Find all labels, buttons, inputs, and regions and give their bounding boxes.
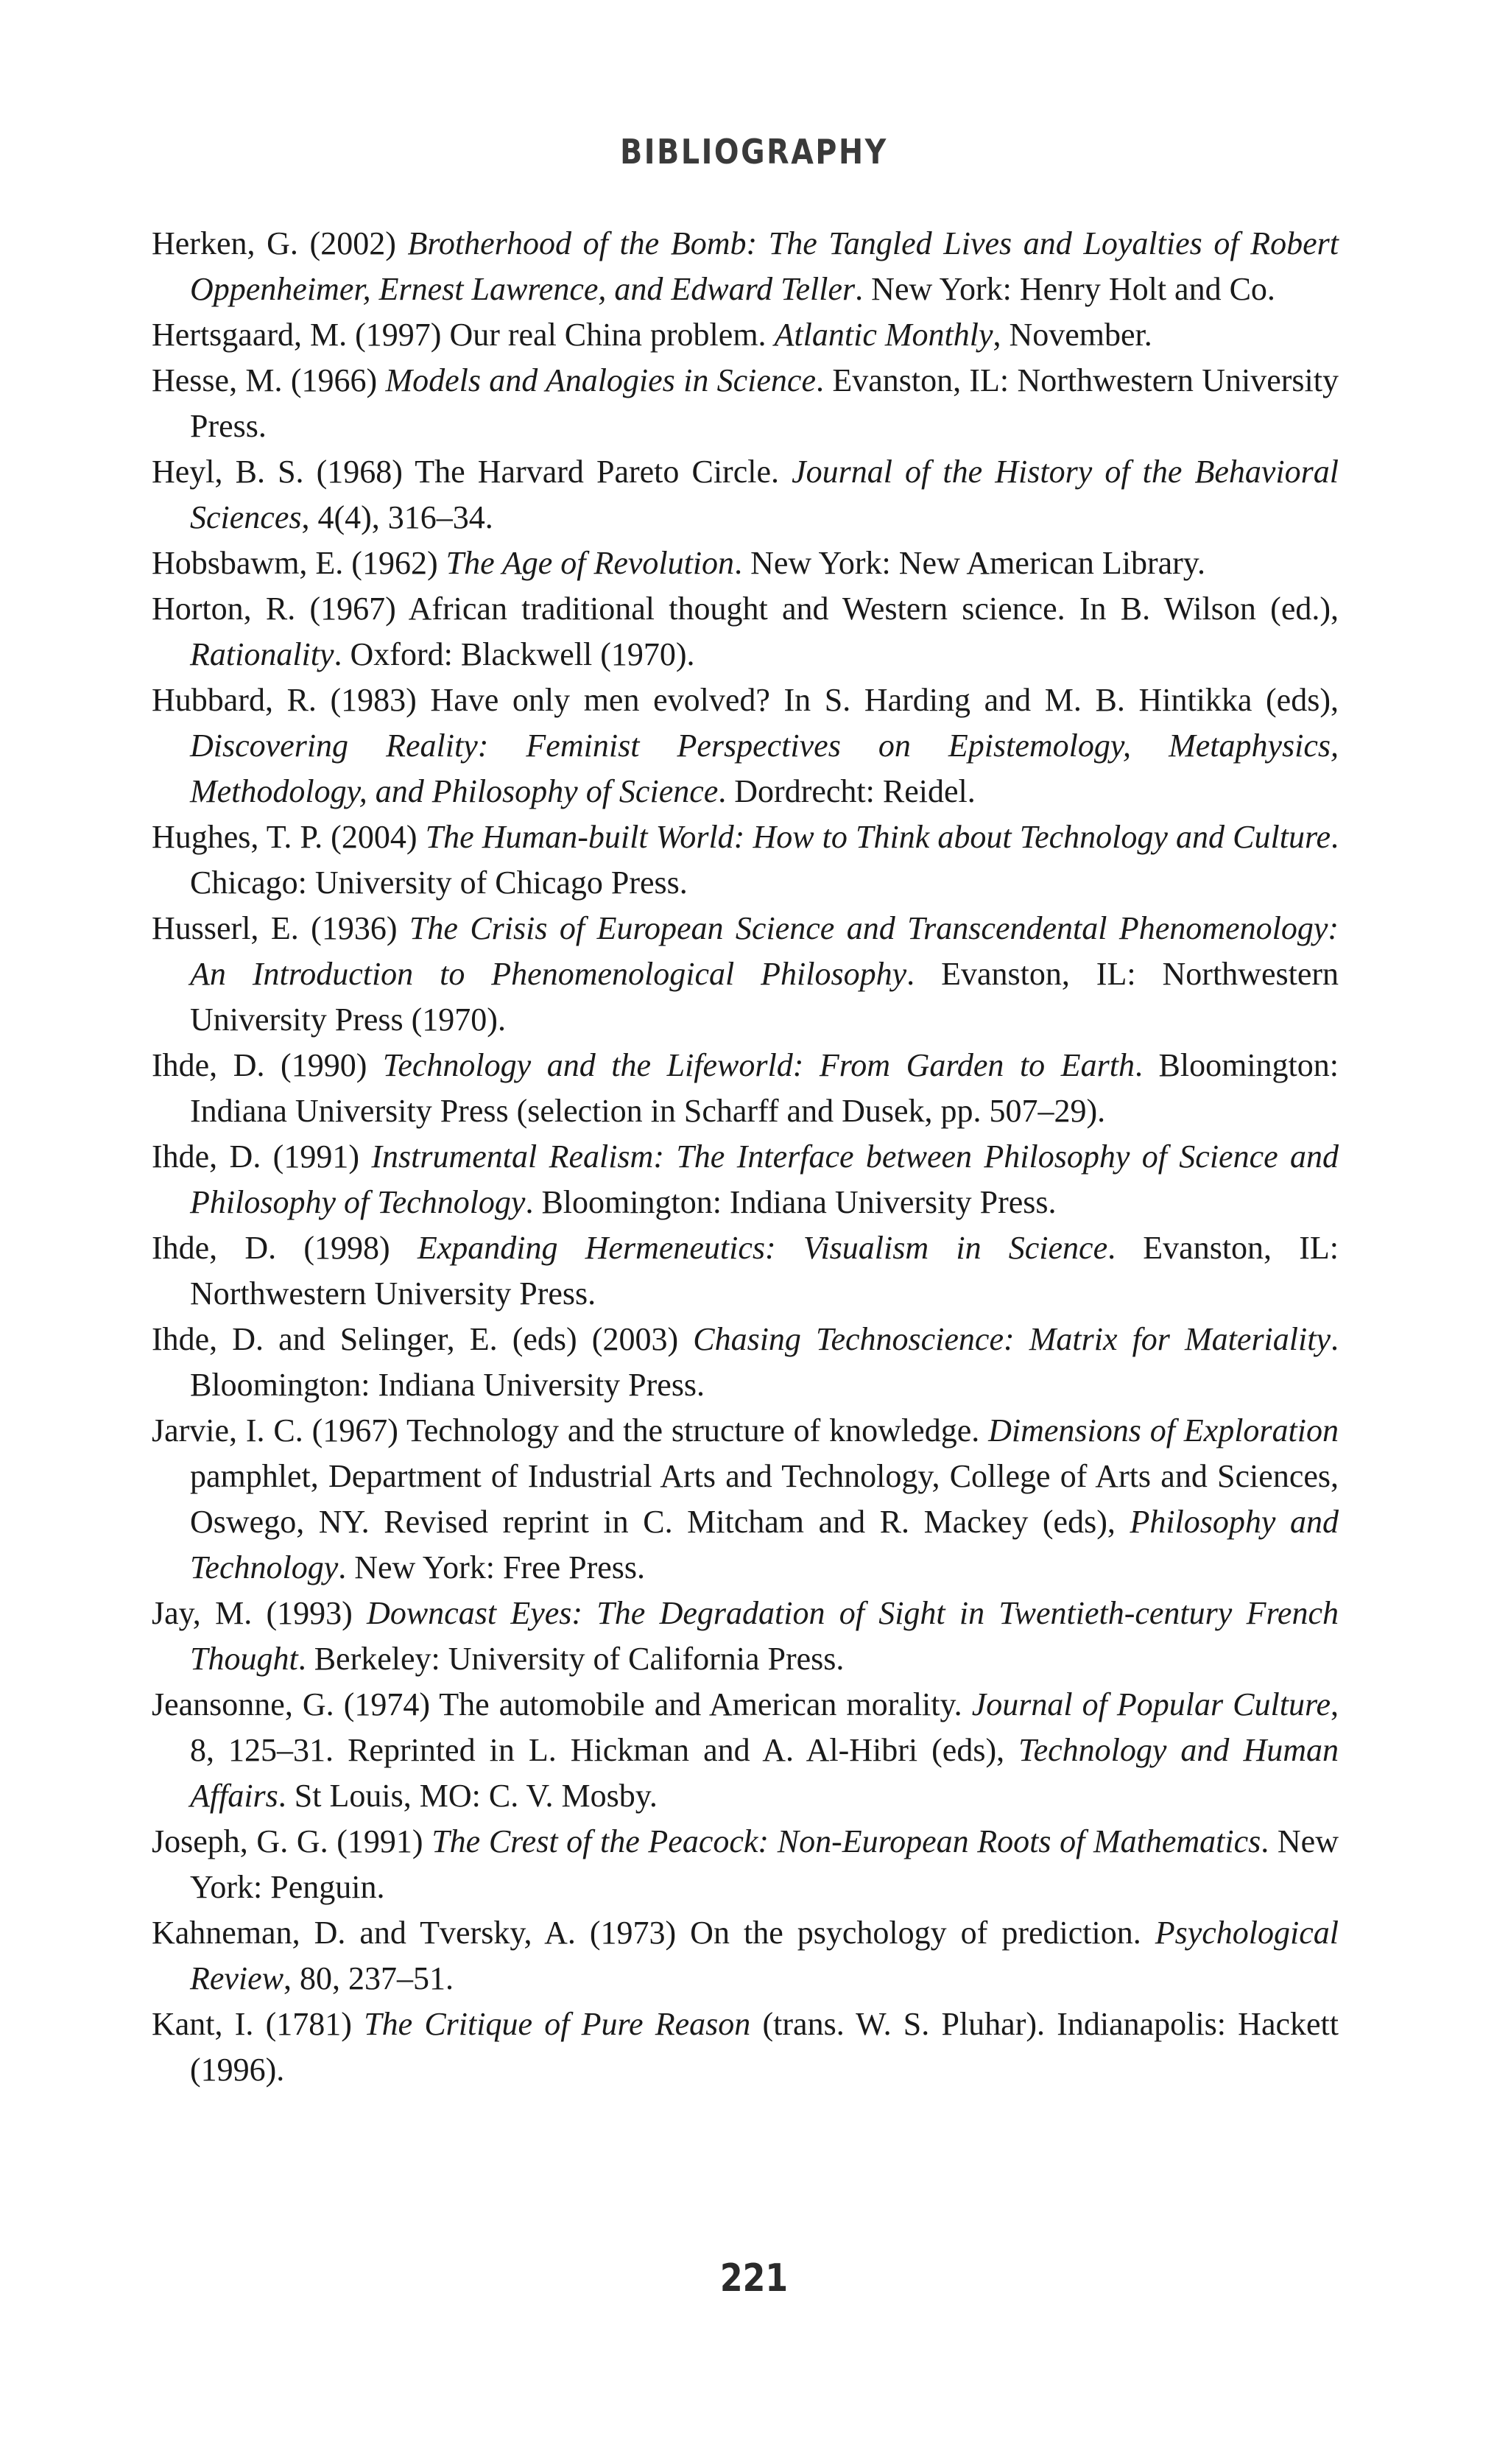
- entry-title: Dimensions of Exploration: [988, 1412, 1339, 1449]
- entry-text: . New York: New American Library.: [734, 545, 1205, 581]
- entry-title: Discovering Reality: Feminist Perspectives on Epistemology, Metaphysics, Methodology, and Philosophy of Science: [190, 728, 1339, 809]
- entry-text: . New York: Free Press.: [338, 1549, 646, 1585]
- entry-text: Horton, R. (1967) African traditional thought and Western science. In B. Wilson (ed.),: [152, 591, 1339, 627]
- bibliography-entry: [152, 1317, 1339, 1408]
- entry-text: . Dordrecht: Reidel.: [718, 773, 976, 809]
- entry-text: Ihde, D. and Selinger, E. (eds) (2003): [152, 1321, 694, 1357]
- bibliography-entry: [152, 312, 1339, 358]
- bibliography-entry: [152, 1819, 1339, 1910]
- bibliography-entry: [152, 1408, 1339, 1591]
- entry-title: Rationality: [190, 636, 334, 672]
- bibliography-entry: [152, 541, 1339, 586]
- bibliography-entry: [152, 1910, 1339, 2002]
- entry-text: Ihde, D. (1998): [152, 1230, 417, 1266]
- entry-title: Models and Analogies in Science: [385, 362, 816, 398]
- entry-text: Kant, I. (1781): [152, 2006, 364, 2042]
- entry-title: Psychological Review: [190, 1915, 1339, 1996]
- entry-title: The Crisis of European Science and Transcendental Phenomenology: An Introduction to Phenomenological Philosophy: [190, 910, 1339, 992]
- bibliography-entry: [152, 1591, 1339, 1682]
- entry-text: . Bloomington: Indiana University Press (selection in Scharff and Dusek, pp. 507–29).: [190, 1047, 1339, 1129]
- bibliography-entry: [152, 586, 1339, 677]
- entry-title: Downcast Eyes: The Degradation of Sight in Twentieth-century French Thought: [190, 1595, 1339, 1677]
- entry-text: . New York: Henry Holt and Co.: [855, 271, 1275, 307]
- bibliography-entry: [152, 814, 1339, 906]
- entry-text: Hobsbawm, E. (1962): [152, 545, 446, 581]
- entry-text: . Evanston, IL: Northwestern University Press (1970).: [190, 956, 1339, 1038]
- entry-text: Jarvie, I. C. (1967) Technology and the structure of knowledge.: [152, 1412, 989, 1449]
- entry-text: Jay, M. (1993): [152, 1595, 367, 1631]
- entry-title: The Human-built World: How to Think about Technology and Culture: [425, 819, 1331, 855]
- bibliography-entry: [152, 1682, 1339, 1819]
- entry-title: Philosophy and Technology: [190, 1504, 1339, 1585]
- entry-text: pamphlet, Department of Industrial Arts and Technology, College of Arts and Sciences, Oswego, NY. Revised reprint in C. Mitcham and R. Mackey (eds),: [190, 1458, 1339, 1540]
- entry-text: . Bloomington: Indiana University Press.: [190, 1321, 1339, 1403]
- entry-title: Journal of the History of the Behavioral Sciences: [190, 454, 1339, 535]
- bibliography-entry: [152, 1225, 1339, 1317]
- entry-title: The Critique of Pure Reason: [364, 2006, 751, 2042]
- entry-text: . Chicago: University of Chicago Press.: [190, 819, 1339, 901]
- bibliography-list: [152, 221, 1339, 2093]
- entry-text: , 4(4), 316–34.: [301, 499, 493, 535]
- entry-text: , 80, 237–51.: [283, 1960, 454, 1996]
- bibliography-entry: [152, 1043, 1339, 1134]
- page-number: 221: [719, 2256, 789, 2301]
- entry-text: . Evanston, IL: Northwestern University Press.: [190, 362, 1339, 444]
- entry-text: Hertsgaard, M. (1997) Our real China problem.: [152, 317, 775, 353]
- entry-text: Ihde, D. (1991): [152, 1138, 372, 1175]
- entry-text: Herken, G. (2002): [152, 225, 408, 261]
- bibliography-entry: [152, 906, 1339, 1043]
- entry-text: Ihde, D. (1990): [152, 1047, 383, 1083]
- entry-text: . St Louis, MO: C. V. Mosby.: [278, 1778, 658, 1814]
- bibliography-entry: [152, 358, 1339, 449]
- entry-text: Joseph, G. G. (1991): [152, 1823, 432, 1859]
- entry-title: Expanding Hermeneutics: Visualism in Science: [417, 1230, 1108, 1266]
- entry-title: Instrumental Realism: The Interface between Philosophy of Science and Philosophy of Technology: [190, 1138, 1339, 1220]
- entry-text: . Berkeley: University of California Press.: [297, 1641, 845, 1677]
- entry-title: Brotherhood of the Bomb: The Tangled Lives and Loyalties of Robert Oppenheimer, Ernest Lawrence, and Edward Teller: [190, 225, 1339, 307]
- entry-text: Husserl, E. (1936): [152, 910, 409, 946]
- entry-text: Heyl, B. S. (1968) The Harvard Pareto Circle.: [152, 454, 792, 490]
- entry-title: The Age of Revolution: [445, 545, 735, 581]
- entry-text: . Oxford: Blackwell (1970).: [334, 636, 695, 672]
- entry-title: Technology and the Lifeworld: From Garden to Earth: [382, 1047, 1135, 1083]
- entry-text: . Evanston, IL: Northwestern University Press.: [190, 1230, 1339, 1312]
- entry-text: . Bloomington: Indiana University Press.: [525, 1184, 1057, 1220]
- entry-text: Kahneman, D. and Tversky, A. (1973) On the psychology of prediction.: [152, 1915, 1155, 1951]
- entry-title: Journal of Popular Culture: [971, 1686, 1331, 1722]
- bibliography-entry: [152, 221, 1339, 312]
- entry-text: (trans. W. S. Pluhar). Indianapolis: Hackett (1996).: [190, 2006, 1339, 2088]
- entry-text: Hughes, T. P. (2004): [152, 819, 426, 855]
- bibliography-entry: [152, 677, 1339, 814]
- entry-text: Hubbard, R. (1983) Have only men evolved? In S. Harding and M. B. Hintikka (eds),: [152, 682, 1339, 718]
- entry-title: Technology and Human Affairs: [190, 1732, 1339, 1814]
- bibliography-entry: [152, 2002, 1339, 2093]
- entry-title: Chasing Technoscience: Matrix for Materiality: [693, 1321, 1331, 1357]
- bibliography-entry: [152, 449, 1339, 541]
- entry-title: Atlantic Monthly: [774, 317, 993, 353]
- entry-text: . New York: Penguin.: [190, 1823, 1339, 1905]
- entry-text: , November.: [993, 317, 1152, 353]
- running-header: BIBLIOGRAPHY: [620, 132, 888, 172]
- entry-text: Jeansonne, G. (1974) The automobile and American morality.: [152, 1686, 972, 1722]
- entry-text: Hesse, M. (1966): [152, 362, 386, 398]
- entry-text: , 8, 125–31. Reprinted in L. Hickman and A. Al-Hibri (eds),: [190, 1686, 1339, 1768]
- bibliography-entry: [152, 1134, 1339, 1225]
- entry-title: The Crest of the Peacock: Non-European Roots of Mathematics: [431, 1823, 1261, 1859]
